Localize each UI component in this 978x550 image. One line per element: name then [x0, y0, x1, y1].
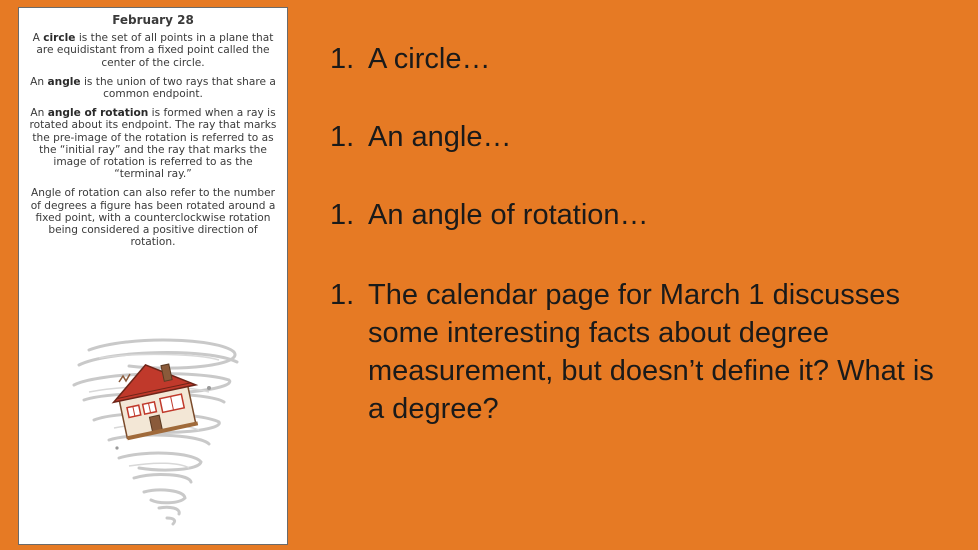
list-text: A circle… — [368, 43, 491, 75]
list-text: An angle of rotation… — [368, 199, 649, 231]
term-highlight: angle of rotation — [47, 107, 149, 120]
definition-text: An — [30, 75, 48, 88]
term-highlight: circle — [43, 32, 76, 45]
calendar-date: February 28 — [112, 13, 194, 27]
list-item — [330, 40, 950, 78]
list-item — [330, 196, 950, 234]
list-number: 1. — [330, 43, 355, 75]
list-item — [330, 276, 950, 428]
list-text: An angle… — [368, 121, 512, 153]
definition-text: An — [30, 107, 48, 120]
definition-text: is the union of two rays that share a common endpoint. — [80, 75, 276, 101]
definition-angle-of-rotation — [27, 107, 279, 180]
definition-text: is formed when a ray is rotated about its endpoint. The ray that marks the pre-image of the rotation is referred to as the “initial ray” and the ray that marks the image of rotation is referred to as the “terminal ray.” — [29, 107, 277, 181]
list-text: The calendar page for March 1 discusses some interesting facts about degree measurement, but doesn’t define it? What is a degree? — [368, 279, 934, 425]
definition-rotation-degrees — [27, 187, 279, 248]
tornado-house-icon — [59, 330, 259, 530]
calendar-page — [18, 7, 288, 545]
definition-circle — [27, 32, 279, 69]
definition-text: Angle of rotation can also refer to the number of degrees a figure has been rotated around a fixed point, with a counterclockwise rotation being considered a positive direction of rotation. — [30, 187, 276, 249]
term-highlight: angle — [47, 75, 81, 88]
list-number: 1. — [330, 121, 355, 153]
definition-text: A — [32, 32, 44, 45]
list-number: 1. — [330, 279, 355, 311]
list-item — [330, 118, 950, 156]
calendar-text — [19, 8, 287, 248]
list-number: 1. — [330, 199, 355, 231]
definition-text: is the set of all points in a plane that are equidistant from a fixed point called the center of the circle. — [36, 32, 274, 69]
definition-angle — [27, 76, 279, 100]
